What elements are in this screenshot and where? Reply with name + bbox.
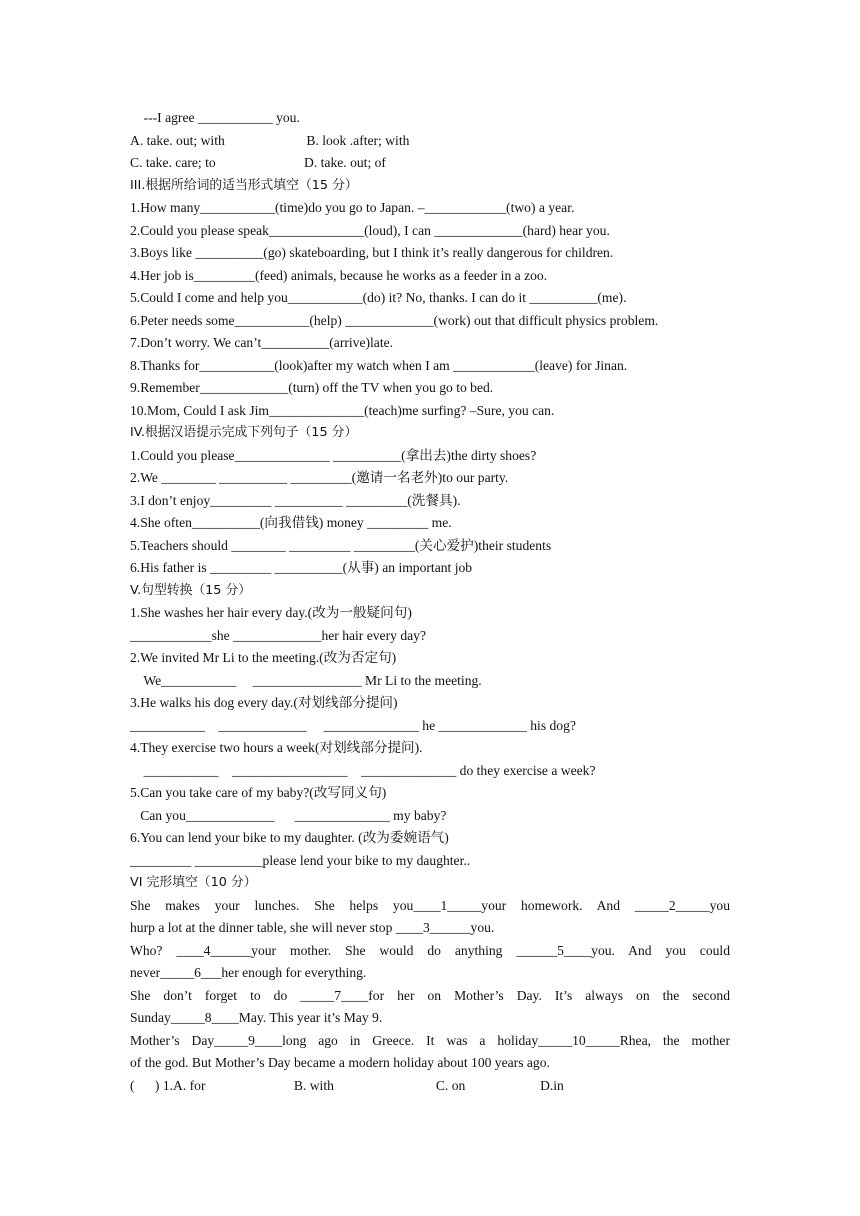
text-line: 5.Can you take care of my baby?(改写同义句) (130, 785, 387, 800)
text-line: 5.Teachers should ________ _________ _________(关心爱护)their students (130, 538, 552, 553)
text-line: 1.She washes her hair every day.(改为一般疑问句) (130, 605, 412, 620)
text-line: We___________ ________________ Mr Li to the meeting. (130, 673, 482, 688)
text-line: 3.Boys like __________(go) skateboarding, but I think it’s really dangerous for children. (130, 245, 614, 260)
text-line: 4.Her job is_________(feed) animals, because he works as a feeder in a zoo. (130, 268, 548, 283)
text-line: 10.Mom, Could I ask Jim______________(teach)me surfing? –Sure, you can. (130, 403, 555, 418)
text-line: 3.He walks his dog every day.(对划线部分提问) (130, 695, 398, 710)
text-line: 4.She often__________(向我借钱) money _________ me. (130, 515, 452, 530)
section-heading: III.根据所给词的适当形式填空（15 分） (130, 178, 358, 193)
passage-line: She don’t forget to do _____7____for her on Mother’s Day. It’s always on the second (130, 988, 730, 1003)
passage-line: Mother’s Day_____9____long ago in Greece. It was a holiday_____10_____Rhea, the mother (130, 1033, 730, 1048)
text-line: ___________ _________________ ______________ do they exercise a week? (130, 763, 596, 778)
text-line: 6.You can lend your bike to my daughter. (改为委婉语气) (130, 830, 449, 845)
section-heading: V.句型转换（15 分） (130, 583, 252, 598)
text-line: 3.I don’t enjoy_________ __________ _________(洗餐具). (130, 493, 461, 508)
passage-line: She makes your lunches. She helps you____1_____your homework. And _____2_____you (130, 898, 730, 913)
text-line: ____________she _____________her hair every day? (130, 628, 426, 643)
text-line: 2.We invited Mr Li to the meeting.(改为否定句) (130, 650, 397, 665)
section-heading: IV.根据汉语提示完成下列句子（15 分） (130, 425, 358, 440)
passage-line: of the god. But Mother’s Day became a modern holiday about 100 years ago. (130, 1055, 550, 1070)
text-line: 4.They exercise two hours a week(对划线部分提问). (130, 740, 423, 755)
text-line: A. take. out; with B. look .after; with (130, 133, 410, 148)
text-line: 9.Remember_____________(turn) off the TV when you go to bed. (130, 380, 494, 395)
text-line: C. take. care; to D. take. out; of (130, 155, 386, 170)
text-line: 6.Peter needs some___________(help) _____________(work) out that difficult physics problem. (130, 313, 659, 328)
passage-line: Who? ____4______your mother. She would do anything ______5____you. And you could (130, 943, 730, 958)
text-line: 8.Thanks for___________(look)after my watch when I am ____________(leave) for Jinan. (130, 358, 628, 373)
text-line: _________ __________please lend your bike to my daughter.. (130, 853, 471, 868)
text-line: 2.We ________ __________ _________(邀请一名老外)to our party. (130, 470, 509, 485)
text-line: ___________ _____________ ______________ he _____________ his dog? (130, 718, 576, 733)
section-heading: VI 完形填空（10 分） (130, 875, 257, 890)
text-line: 5.Could I come and help you___________(do) it? No, thanks. I can do it __________(me). (130, 290, 627, 305)
text-line: 1.Could you please______________ __________(拿出去)the dirty shoes? (130, 448, 537, 463)
text-line: Can you_____________ ______________ my baby? (130, 808, 447, 823)
passage-line: hurp a lot at the dinner table, she will never stop ____3______you. (130, 920, 495, 935)
text-line: 1.How many___________(time)do you go to Japan. –____________(two) a year. (130, 200, 575, 215)
text-line: 7.Don’t worry. We can’t__________(arrive)late. (130, 335, 394, 350)
passage-line: never_____6___her enough for everything. (130, 965, 367, 980)
text-line: 6.His father is _________ __________(从事) an important job (130, 560, 473, 575)
text-line: 2.Could you please speak______________(loud), I can _____________(hard) hear you. (130, 223, 610, 238)
passage-line: Sunday_____8____May. This year it’s May 9. (130, 1010, 383, 1025)
answer-options-row: ( ) 1.A. for B. with C. on D.in (130, 1078, 564, 1093)
text-line: ---I agree ___________ you. (130, 110, 300, 125)
